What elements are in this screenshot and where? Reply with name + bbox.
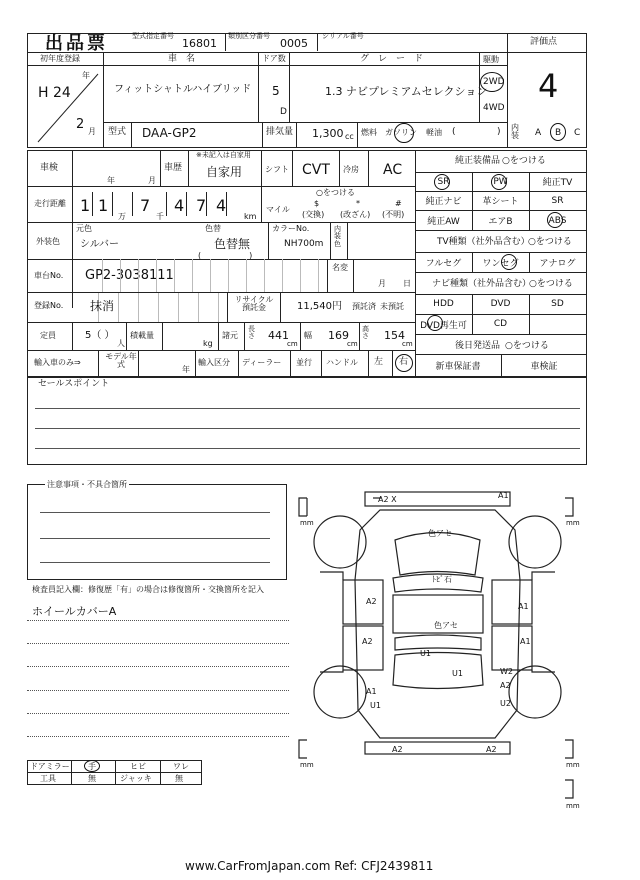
equip-item: SR <box>551 195 564 206</box>
tire-rl-mm: mm <box>300 761 314 769</box>
load-label: 積載量 <box>130 331 154 340</box>
type-value: DAA-GP2 <box>142 126 197 140</box>
later-col <box>501 354 502 377</box>
notes-label: 注意事項・不具合箇所 <box>47 480 127 489</box>
jack-value: 無 <box>175 774 183 783</box>
equip-circle <box>547 212 563 228</box>
navi-col <box>472 294 473 334</box>
tire-fr-mm: mm <box>566 519 580 527</box>
handle-label: ハンドル <box>326 358 358 367</box>
color-label: 外装色 <box>36 237 60 246</box>
regno-divider <box>218 292 219 322</box>
mileage-opt-tamper-a: * <box>356 199 360 208</box>
navi-col <box>529 294 530 334</box>
equip-col <box>472 172 473 231</box>
regno-divider <box>198 292 199 322</box>
colorno-label: カラーNo. <box>272 224 310 233</box>
equip-item: SR <box>437 176 450 187</box>
capacity-label: 定員 <box>40 331 56 340</box>
shift-label: シフト <box>265 165 289 174</box>
color-change-label: 色替 <box>205 224 221 233</box>
equip-circle <box>427 315 443 331</box>
inspector-line <box>27 736 289 737</box>
height-label: 高さ <box>362 325 369 340</box>
interior-a: A <box>535 128 542 138</box>
mileage-opt-tamper-b: (改ざん) <box>340 210 371 219</box>
equip-item: 革シート <box>482 197 519 207</box>
equip-item: PW <box>493 176 508 187</box>
dmg-top-right: A1 <box>498 491 509 500</box>
navi-item: HDD <box>433 299 454 309</box>
class-code-label: 類別区分番号 <box>228 32 270 40</box>
inspector-line <box>27 666 289 667</box>
tv-item: アナログ <box>539 258 576 269</box>
mileage-opt-unknown-b: (不明) <box>382 210 405 219</box>
shift-value: CVT <box>302 162 330 178</box>
doors-type: D <box>280 107 287 117</box>
recycle-value: 11,540円 <box>297 301 342 312</box>
disp-value: 1,300 <box>312 127 344 140</box>
drive-4wd: 4WD <box>483 103 505 113</box>
tv-check: ○をつける <box>528 237 572 247</box>
month-unit: 月 <box>88 127 96 136</box>
light-oil-paren: ( <box>452 127 456 137</box>
sales-line <box>35 448 580 449</box>
navi-item <box>529 314 586 334</box>
equip-circle <box>501 254 517 270</box>
equip-circle <box>434 174 450 190</box>
recycle-unpaid: 未預託 <box>380 302 404 311</box>
sales-frame <box>27 377 587 465</box>
shaken-year: 年 <box>107 176 115 185</box>
interior-label: 内装 <box>511 123 519 140</box>
tire-fl-mm: mm <box>300 519 314 527</box>
inspector-line <box>27 713 289 714</box>
length-value: 441 <box>268 329 289 342</box>
model-code-value: 16801 <box>182 37 217 50</box>
notes-line <box>40 562 270 563</box>
tv-col <box>472 252 473 272</box>
footer-ref: www.CarFromJapan.com Ref: CFJ2439811 <box>185 859 434 873</box>
tv-item: フルセグ <box>425 258 462 269</box>
cool-value: AC <box>383 162 403 178</box>
digit-divider <box>166 192 167 216</box>
load-unit: kg <box>203 339 213 348</box>
navi-item: CD <box>493 319 508 329</box>
dmg-center: 色アセ <box>434 621 458 630</box>
recycle-paid: 預託済 <box>352 302 376 311</box>
chassis-divider <box>192 259 193 292</box>
color-paren: ( ) <box>198 251 253 260</box>
inspector-line <box>27 620 289 621</box>
name-change-month: 月 <box>378 279 386 288</box>
regno-divider <box>178 292 179 322</box>
inspector-line <box>27 643 289 644</box>
score-value: 4 <box>538 67 559 105</box>
chassis-divider <box>300 259 301 292</box>
chassis-divider <box>102 259 103 292</box>
width-unit: cm <box>347 340 358 348</box>
mileage-man: 万 <box>118 212 126 221</box>
equip-item: エアB <box>488 217 513 227</box>
equip-col <box>529 172 530 231</box>
width-value: 169 <box>328 329 349 342</box>
class-code-value: 0005 <box>280 37 308 50</box>
digit-divider <box>132 192 133 216</box>
broken-label: ワレ <box>173 762 189 771</box>
tire-rr-mm: mm <box>566 761 580 769</box>
navi-item: DVD <box>490 299 511 309</box>
dims-label: 諸元 <box>222 331 238 340</box>
mileage-opt-exchange-a: $ <box>314 199 320 208</box>
reg-year: H 24 <box>38 85 71 101</box>
sales-line <box>35 428 580 429</box>
car-name: フィットシャトルハイブリッド <box>114 84 252 95</box>
dmg-u1a: U1 <box>420 649 431 658</box>
handle-right: 右 <box>399 357 409 367</box>
mirror-circle <box>84 760 100 772</box>
drive-2wd-circle <box>480 72 504 92</box>
drive-label: 駆動 <box>483 55 499 64</box>
equip-item: 純正TV <box>542 178 573 188</box>
equip-row-line <box>415 230 587 231</box>
grade-value: 1.3 ナビプレミアムセレクション <box>325 85 488 98</box>
drive-2wd: 2WD <box>483 77 505 87</box>
inspector-label: 検査員記入欄：修復歴「有」の場合は修復箇所・交換箇所を記入 <box>32 585 264 594</box>
mileage-opt-mile: マイル <box>266 205 290 214</box>
digit-divider <box>206 192 207 216</box>
interior-b: B <box>555 128 562 138</box>
handle-right-circle <box>395 354 413 372</box>
mileage-label: 走行距離 <box>34 199 66 208</box>
later-item: 車検証 <box>530 362 558 372</box>
color-orig: シルバー <box>80 239 120 250</box>
mileage-km: km <box>244 212 257 221</box>
equip-item: ABS <box>548 215 567 226</box>
color-change: 色替無 <box>214 237 251 251</box>
equip-item: 純正AW <box>427 217 460 227</box>
parallel-option: 並行 <box>296 358 312 367</box>
dmg-u1l: U1 <box>370 701 381 710</box>
digit-divider <box>226 192 227 216</box>
regno-label: 登録No. <box>34 301 64 310</box>
first-reg-label: 初年度登録 <box>40 54 80 63</box>
chassis-divider <box>156 259 157 292</box>
navi-check: ○をつける <box>529 279 573 289</box>
mileage-digit: 7 <box>196 196 207 215</box>
reg-month: 2 <box>76 117 85 132</box>
factory-equip-check: ○をつける <box>502 156 546 166</box>
import-cat-label: 輸入区分 <box>198 358 230 367</box>
inspector-note: ホイールカバーA <box>32 605 117 618</box>
history-note: ※未記入は自家用 <box>196 151 251 159</box>
mileage-opt-unknown-a: # <box>395 199 402 208</box>
tool-value: 無 <box>88 774 96 783</box>
mileage-digit: 1 <box>80 196 91 215</box>
tv-line2 <box>415 272 587 273</box>
interior-color-label: 内装色 <box>334 225 341 248</box>
history-value: 自家用 <box>206 165 243 179</box>
import-label: 輸入車のみ⇒ <box>34 358 81 367</box>
chassis-divider <box>228 259 229 292</box>
dmg-a1l: A1 <box>366 687 377 696</box>
model-year-label: モデル年式 <box>105 352 137 369</box>
navi-item: SD <box>551 299 564 309</box>
dmg-right2: A1 <box>520 637 531 646</box>
car-name-label: 車 名 <box>168 54 196 64</box>
chassis-divider <box>318 259 319 292</box>
mileage-digit: 7 <box>140 196 151 215</box>
digit-divider <box>92 192 93 216</box>
tool-label: 工具 <box>40 774 56 783</box>
chassis-divider <box>174 259 175 292</box>
history-label: 車歴 <box>164 163 183 173</box>
disp-label: 排気量 <box>266 127 294 137</box>
fuel-value: ガソリン <box>385 128 417 137</box>
doors-label: ドア数 <box>262 54 286 63</box>
disp-unit: cc <box>345 132 354 141</box>
navi-item: DVD再生可 <box>420 320 467 331</box>
height-value: 154 <box>384 329 405 342</box>
name-change-day: 日 <box>403 279 411 288</box>
tire-spare-mm: mm <box>566 802 580 810</box>
capacity-value: 5（ ） <box>85 330 115 341</box>
factory-equip-label: 純正装備品 <box>455 156 501 166</box>
tv-label: TV種類（社外品含む） <box>437 237 530 247</box>
navi-label: ナビ種類（社外品含む） <box>432 279 532 289</box>
later-item: 新車保証書 <box>435 362 481 372</box>
regno-divider <box>138 292 139 322</box>
navi-line3 <box>415 334 587 335</box>
year-unit: 年 <box>82 71 90 80</box>
dmg-bottom2: A2 <box>486 745 497 754</box>
capacity-unit: 人 <box>117 339 125 348</box>
height-unit: cm <box>402 340 413 348</box>
jack-label: ジャッキ <box>120 774 152 783</box>
chassis-value: GP2-3038111 <box>85 268 174 283</box>
chassis-divider <box>264 259 265 292</box>
sales-label: セールスポイント <box>38 379 110 389</box>
crack-label: ヒビ <box>130 762 146 771</box>
regno-value: 抹消 <box>90 299 115 313</box>
dmg-u2: U2 <box>500 699 511 708</box>
model-year-unit: 年 <box>182 365 190 374</box>
inspector-line <box>27 690 289 691</box>
model-code-label: 型式指定番号 <box>132 32 174 40</box>
chassis-divider <box>120 259 121 292</box>
shaken-label: 車検 <box>40 163 59 173</box>
notes-frame <box>27 484 287 580</box>
interior-b-circle <box>550 123 566 141</box>
chassis-divider <box>246 259 247 292</box>
shaken-month: 月 <box>148 176 156 185</box>
dmg-hood: ﾄﾋﾞ石 <box>432 575 452 584</box>
color-orig-label: 元色 <box>76 224 92 233</box>
dmg-w2: W2 <box>500 667 513 676</box>
notes-line <box>40 512 270 513</box>
fuel-circle <box>394 123 414 143</box>
chassis-divider <box>282 259 283 292</box>
digit-divider <box>186 192 187 216</box>
dmg-top: A2 X <box>378 495 397 504</box>
chassis-divider <box>210 259 211 292</box>
dmg-left2: A2 <box>362 637 373 646</box>
dmg-bottom1: A2 <box>392 745 403 754</box>
dmg-u1b: U1 <box>452 669 463 678</box>
mirror-mark: 手 <box>88 762 96 771</box>
name-change-label: 名変 <box>332 263 348 272</box>
cool-label: 冷房 <box>343 165 359 174</box>
tv-item: ワンセグ <box>482 258 519 269</box>
equip-item: 純正ナビ <box>425 197 462 207</box>
sales-line <box>35 408 580 409</box>
dmg-roof: 色アセ <box>428 529 452 538</box>
serial-label: シリアル番号 <box>322 32 364 40</box>
recycle-label: リサイクル預託金 <box>234 295 274 312</box>
fuel-label: 燃料 <box>361 128 377 137</box>
score-label: 評価点 <box>530 37 558 47</box>
interior-c: C <box>574 128 581 138</box>
width-label: 幅 <box>304 331 312 340</box>
colorno-value: NH700m <box>284 239 324 249</box>
mileage-check: ○をつける <box>316 188 355 197</box>
regno-divider <box>158 292 159 322</box>
grade-label: グ レ ー ド <box>360 54 424 64</box>
length-label: 長さ <box>248 325 255 340</box>
mileage-digit: 4 <box>174 196 185 215</box>
later-label: 後日発送品 <box>455 341 501 351</box>
digit-divider <box>112 192 113 216</box>
doors-value: 5 <box>272 84 280 98</box>
chassis-label: 車台No. <box>34 271 64 280</box>
length-unit: cm <box>287 340 298 348</box>
dmg-left1: A2 <box>366 597 377 606</box>
later-check: ○をつける <box>505 341 549 351</box>
mileage-opt-exchange-b: (交換) <box>302 210 325 219</box>
tv-col <box>529 252 530 272</box>
mileage-digit: 1 <box>98 196 109 215</box>
regno-divider <box>118 292 119 322</box>
dealer-option: ディーラー <box>242 358 282 367</box>
mileage-sen: 千 <box>156 212 164 221</box>
handle-left: 左 <box>374 357 384 367</box>
mileage-digit: 4 <box>216 196 227 215</box>
dmg-a2r: A2 <box>500 681 511 690</box>
light-oil-label: 軽油 <box>426 128 442 137</box>
mirror-label: ドアミラー <box>30 762 70 771</box>
dmg-right1: A1 <box>518 602 529 611</box>
notes-line <box>40 538 270 539</box>
equip-circle <box>491 174 507 190</box>
page-title: 出品票 <box>45 33 108 54</box>
type-label: 型式 <box>108 127 127 137</box>
chassis-divider <box>138 259 139 292</box>
